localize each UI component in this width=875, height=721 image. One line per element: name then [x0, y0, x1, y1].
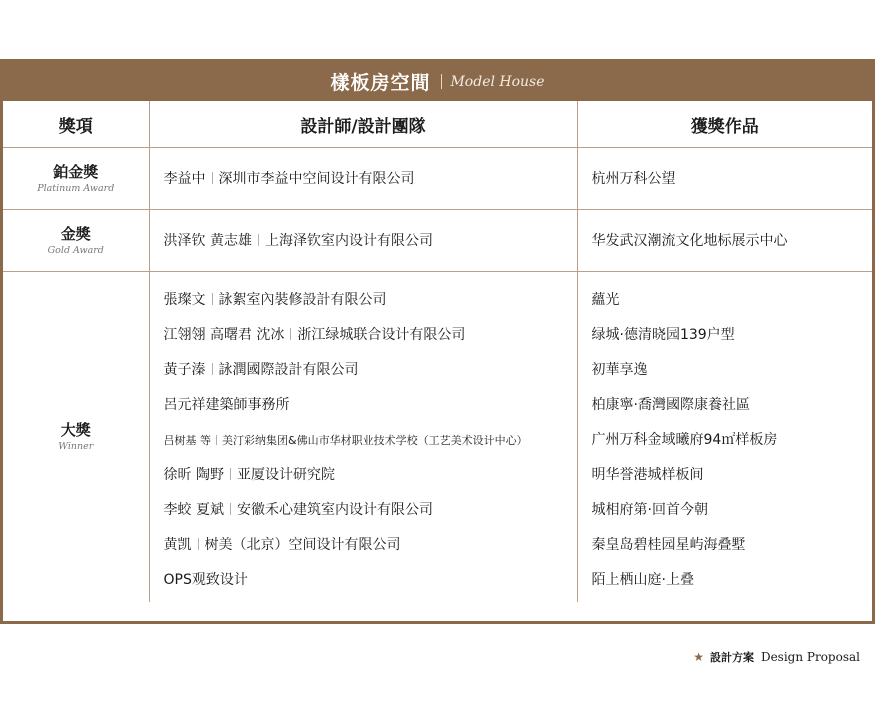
header-designer: 設計師/設計團隊 — [149, 101, 577, 148]
work-cell: 华发武汉潮流文化地标展示中心 — [577, 210, 872, 272]
separator — [258, 234, 259, 246]
separator — [290, 328, 291, 340]
list-item: 秦皇岛碧桂园星屿海叠墅 — [591, 537, 746, 553]
separator — [230, 468, 231, 480]
designer-company: 美汀彩纳集团&佛山市华材职业技术学校（工艺美术设计中心） — [222, 434, 528, 447]
list-item — [164, 392, 577, 427]
designer-name: 呂元祥建築師事務所 — [163, 397, 290, 413]
list-item — [164, 497, 577, 532]
awards-table-frame — [0, 59, 875, 624]
designer-name: OPS观致设计 — [163, 572, 248, 588]
list-item — [164, 357, 577, 392]
designer-company: 上海泽钦室内设计有限公司 — [264, 232, 433, 249]
winner-designers-cell — [149, 272, 577, 603]
designer-name: 黄凯 — [163, 537, 192, 553]
awards-table — [3, 101, 872, 602]
table-row-winner — [3, 272, 872, 603]
list-item — [164, 322, 577, 357]
star-icon: ★ — [693, 650, 704, 664]
section-title-bar — [3, 62, 872, 101]
list-item — [164, 532, 577, 567]
separator — [212, 293, 213, 305]
list-item: 绿城·德清晓园139户型 — [591, 327, 735, 343]
designer-company: 安徽禾心建筑室内设计有限公司 — [236, 502, 433, 518]
list-item: 城相府第·回首今朝 — [591, 502, 708, 518]
designer-company: 树美（北京）空间设计有限公司 — [204, 537, 401, 553]
designer-cell — [149, 210, 577, 272]
designer-company: 亚厦设计研究院 — [236, 467, 335, 483]
table-header-row — [3, 101, 872, 148]
footer-label — [693, 649, 860, 665]
award-name-cn: 大獎 — [60, 421, 91, 439]
award-name-en: Platinum Award — [37, 182, 115, 194]
work-cell: 杭州万科公望 — [577, 148, 872, 210]
separator — [230, 503, 231, 515]
designer-name: 江翎翎 高曙君 沈冰 — [163, 327, 285, 343]
table-row-platinum — [3, 148, 872, 210]
table-row-gold — [3, 210, 872, 272]
header-work: 獲獎作品 — [577, 101, 872, 148]
award-name-cn: 鉑金獎 — [53, 162, 99, 181]
separator — [216, 435, 217, 445]
list-item: 广州万科金域曦府94㎡样板房 — [591, 432, 778, 448]
list-item — [164, 462, 577, 497]
designer-company: 浙江绿城联合设计有限公司 — [297, 327, 466, 343]
award-name-en: Winner — [58, 441, 94, 452]
separator — [212, 363, 213, 375]
header-award: 獎項 — [3, 101, 149, 148]
footer-label-en: Design Proposal — [760, 650, 860, 664]
award-name-en: Gold Award — [47, 244, 104, 256]
designer-company: 詠絮室內裝修設計有限公司 — [218, 292, 387, 308]
separator — [212, 172, 213, 184]
list-item: 陌上栖山庭·上叠 — [591, 572, 694, 588]
designer-name: 李蛟 夏斌 — [163, 502, 224, 518]
designer-name: 洪泽钦 黄志雄 — [163, 232, 252, 249]
winner-works-cell — [577, 272, 872, 603]
designer-name: 徐昕 陶野 — [163, 467, 224, 483]
award-platinum — [3, 148, 149, 210]
designer-name: 吕树基 等 — [163, 434, 211, 447]
designer-name: 李益中 — [163, 170, 206, 187]
list-item: 柏康寧·喬灣國際康養社區 — [591, 397, 750, 413]
designer-cell — [149, 148, 577, 210]
list-item — [164, 567, 577, 602]
title-divider — [441, 74, 442, 89]
list-item: 明华誉港城样板间 — [591, 467, 704, 483]
list-item: 蘊光 — [591, 292, 620, 308]
award-name-cn: 金獎 — [60, 224, 91, 243]
award-winner — [3, 272, 149, 603]
footer-label-cn: 設計方案 — [709, 651, 754, 664]
designer-name: 張璨文 — [163, 292, 206, 308]
designer-company: 詠潤國際設計有限公司 — [218, 362, 359, 378]
list-item — [164, 287, 577, 322]
designer-name: 黃子溱 — [163, 362, 206, 378]
section-title-cn: 樣板房空間 — [330, 72, 431, 94]
section-title-en: Model House — [450, 73, 545, 90]
list-item: 初華享逸 — [591, 362, 648, 378]
list-item — [164, 427, 577, 462]
award-gold — [3, 210, 149, 272]
designer-company: 深圳市李益中空间设计有限公司 — [218, 170, 415, 187]
separator — [198, 538, 199, 550]
